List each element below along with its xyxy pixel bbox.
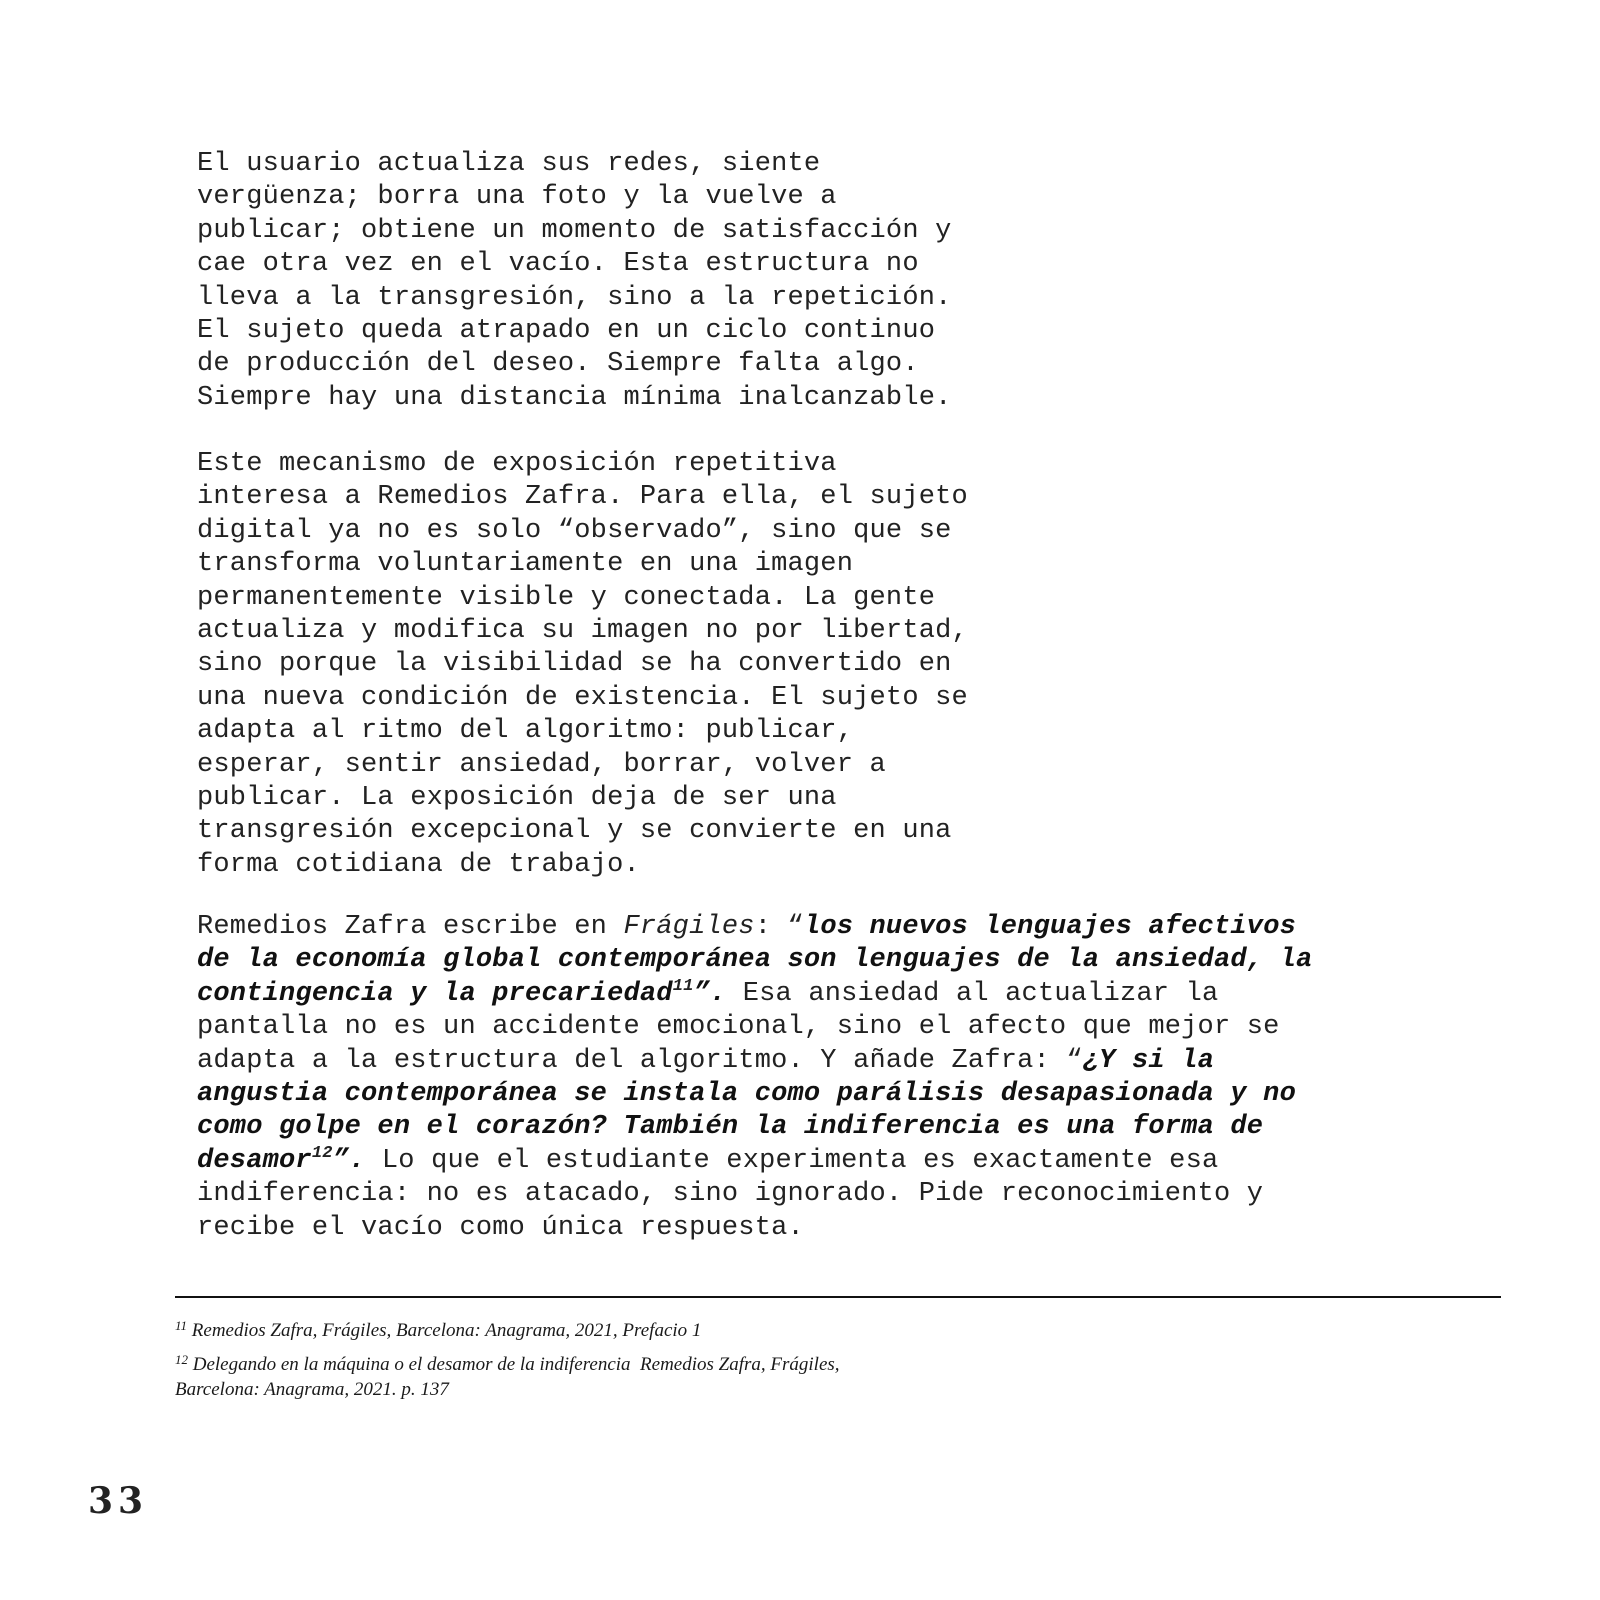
paragraph-line: permanentemente visible y conectada. La gente [197,582,936,613]
body-paragraph-1 [197,148,952,415]
page-number: 33 [88,1480,149,1522]
paragraph-line: de producción del deseo. Siempre falta algo. [197,349,919,380]
paragraph-line: publicar; obtiene un momento de satisfacción y [197,215,952,246]
paragraph-line: publicar. La exposición deja de ser una [197,783,837,814]
paragraph-text: adapta a la estructura del algoritmo. Y añade Zafra: [197,1045,1067,1076]
footnote-number: 11 [175,1318,188,1333]
paragraph-line: forma cotidiana de trabajo. [197,849,640,880]
paragraph-text: indiferencia: no es atacado, sino ignorado. Pide reconocimiento y [197,1179,1264,1210]
footnote-divider [175,1296,1501,1298]
quote-text: angustia contemporánea se instala como parálisis desapasionada y no [197,1079,1296,1110]
quote-text: de la economía global contemporánea son lenguajes de la ansiedad, la [197,945,1313,976]
quote-text: desamor [197,1145,312,1176]
footnote-number: 12 [175,1352,188,1367]
paragraph-line: una nueva condición de existencia. El sujeto se [197,682,968,713]
paragraph-line: digital ya no es solo “observado”, sino que se [197,515,952,546]
paragraph-line: adapta al ritmo del algoritmo: publicar, [197,716,854,747]
quote-open-mark: “ [787,912,804,942]
paragraph-line: esperar, sentir ansiedad, borrar, volver a [197,749,886,780]
quote-text: ¿Y si la [1082,1045,1214,1076]
paragraph-line: cae otra vez en el vacío. Esta estructura no [197,249,919,280]
footnote-text: Remedios Zafra, Frágiles, Barcelona: Anagrama, 2021, Prefacio 1 [187,1320,702,1341]
quote-close-mark: ”. [332,1145,366,1176]
footnote-text: Delegando en la máquina o el desamor de la indiferencia Remedios Zafra, Frágiles, [188,1354,840,1375]
paragraph-line: interesa a Remedios Zafra. Para ella, el sujeto [197,482,968,513]
footnote-text: Barcelona: Anagrama, 2021. p. 137 [175,1379,449,1400]
paragraph-text: : [754,912,788,942]
footnote-12 [175,1352,840,1402]
paragraph-line: actualiza y modifica su imagen no por libertad, [197,616,968,647]
paragraph-line: Siempre hay una distancia mínima inalcanzable. [197,382,952,413]
quote-open-mark: “ [1066,1045,1083,1076]
quote-text: como golpe en el corazón? También la indiferencia es una forma de [197,1112,1264,1143]
paragraph-line: El sujeto queda atrapado en un ciclo continuo [197,316,936,347]
paragraph-line: sino porque la visibilidad se ha convertido en [197,649,952,680]
paragraph-line: lleva a la transgresión, sino a la repetición. [197,282,952,313]
footnote-ref-11[interactable]: 11 [672,976,694,996]
paragraph-line: transforma voluntariamente en una imagen [197,549,854,580]
quote-text: contingencia y la precariedad [197,978,673,1009]
paragraph-line: Este mecanismo de exposición repetitiva [197,449,837,479]
paragraph-line: El usuario actualiza sus redes, siente [197,149,821,179]
paragraph-text: recibe el vacío como única respuesta. [197,1212,804,1243]
footnote-11 [175,1318,701,1343]
book-title: Frágiles [623,912,755,942]
quote-close-mark: ”. [693,978,727,1009]
paragraph-text: Lo que el estudiante experimenta es exactamente esa [365,1145,1219,1176]
footnote-ref-12[interactable]: 12 [311,1143,333,1163]
paragraph-text: Remedios Zafra escribe en [197,912,624,942]
paragraph-text: pantalla no es un accidente emocional, sino el afecto que mejor se [197,1012,1280,1043]
paragraph-line: transgresión excepcional y se convierte en una [197,816,952,847]
paragraph-line: vergüenza; borra una foto y la vuelve a [197,182,837,213]
body-paragraph-2 [197,448,968,882]
quote-text: los nuevos lenguajes afectivos [803,912,1297,942]
body-paragraph-3 [197,911,1312,1245]
paragraph-text: Esa ansiedad al actualizar la [726,978,1219,1009]
